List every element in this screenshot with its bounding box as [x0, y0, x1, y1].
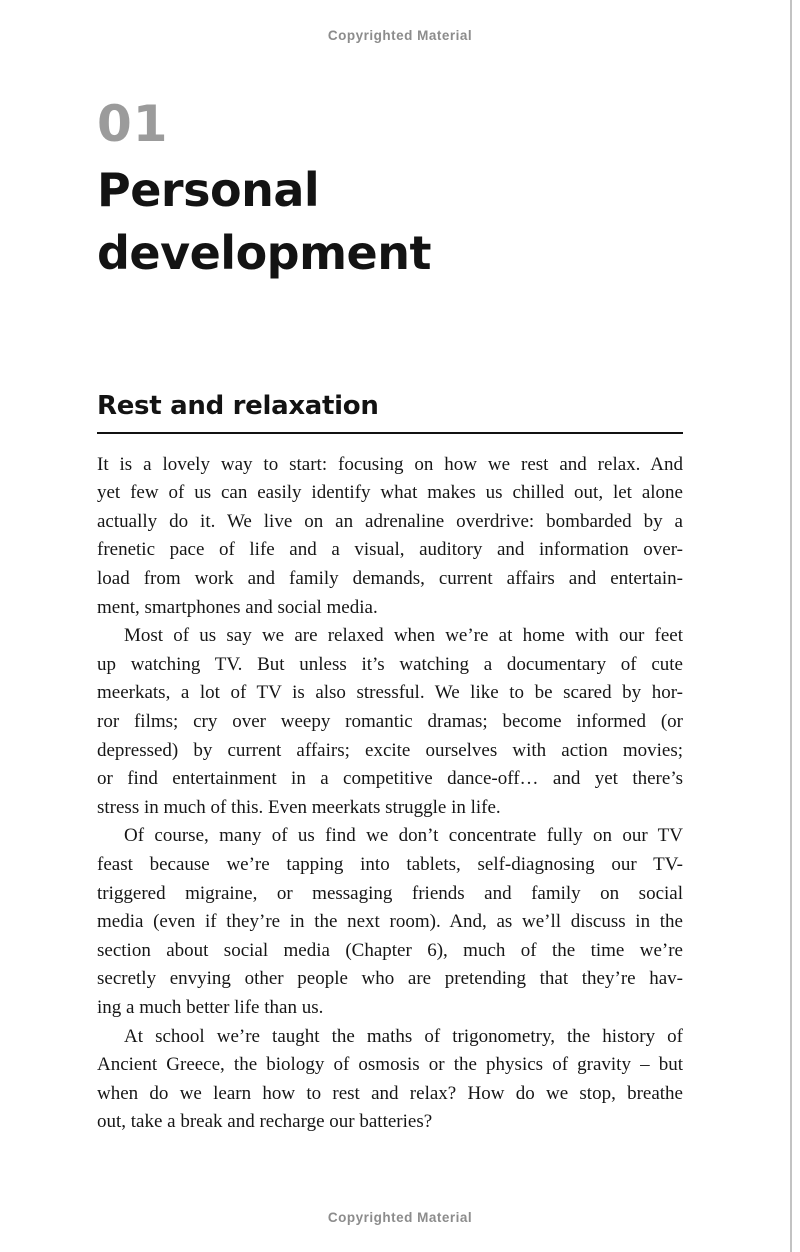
chapter-title-line1: Personal	[97, 162, 320, 217]
body-line: meerkats, a lot of TV is also stressful. We like to be scared by hor-	[97, 682, 683, 704]
body-line: Of course, many of us find we don’t concentrate fully on our TV	[124, 825, 683, 847]
body-line: depressed) by current affairs; excite ourselves with action movies;	[97, 739, 683, 761]
page-edge-line	[790, 0, 792, 1252]
page-content	[97, 0, 683, 1137]
paragraph	[97, 622, 683, 822]
chapter-title	[97, 159, 683, 286]
body-line: feast because we’re tapping into tablets, self-diagnosing our TV-	[97, 853, 683, 875]
body-line: Ancient Greece, the biology of osmosis or the physics of gravity – but	[97, 1054, 683, 1076]
body-line: up watching TV. But unless it’s watching a documentary of cute	[97, 653, 683, 675]
body-text	[97, 451, 683, 1137]
body-line: ing a much better life than us.	[97, 996, 324, 1018]
body-line: It is a lovely way to start: focusing on how we rest and relax. And	[97, 453, 683, 475]
body-line: yet few of us can easily identify what makes us chilled out, let alone	[97, 482, 683, 504]
copyright-notice-bottom: Copyrighted Material	[327, 1210, 473, 1225]
body-line: or find entertainment in a competitive dance-off… and yet there’s	[97, 768, 683, 790]
body-line: actually do it. We live on an adrenaline overdrive: bombarded by a	[97, 510, 683, 532]
body-line: load from work and family demands, current affairs and entertain-	[97, 568, 683, 589]
chapter-title-line2: development	[97, 225, 431, 280]
section-title: Rest and relaxation	[97, 391, 379, 422]
body-line: secretly envying other people who are pretending that they’re hav-	[97, 968, 683, 990]
body-line: Most of us say we are relaxed when we’re at home with our feet	[124, 625, 683, 647]
body-line: At school we’re taught the maths of trigonometry, the history of	[124, 1025, 683, 1047]
chapter-number: 01	[97, 95, 169, 153]
body-line: section about social media (Chapter 6), much of the time we’re	[97, 939, 683, 961]
body-line: when do we learn how to rest and relax? How do we stop, breathe	[97, 1082, 683, 1104]
body-line: ror films; cry over weepy romantic dramas; become informed (or	[97, 710, 683, 732]
section-rule	[97, 432, 683, 434]
paragraph	[97, 822, 683, 1022]
paragraph	[97, 1023, 683, 1137]
body-line: frenetic pace of life and a visual, auditory and information over-	[97, 539, 683, 561]
copyright-notice-top: Copyrighted Material	[327, 28, 473, 43]
body-line: stress in much of this. Even meerkats struggle in life.	[97, 796, 501, 818]
body-line: ment, smartphones and social media.	[97, 596, 378, 618]
body-line: media (even if they’re in the next room). And, as we’ll discuss in the	[97, 911, 683, 933]
paragraph	[97, 451, 683, 623]
body-line: triggered migraine, or messaging friends and family on social	[97, 882, 683, 904]
body-line: out, take a break and recharge our batteries?	[97, 1111, 433, 1133]
